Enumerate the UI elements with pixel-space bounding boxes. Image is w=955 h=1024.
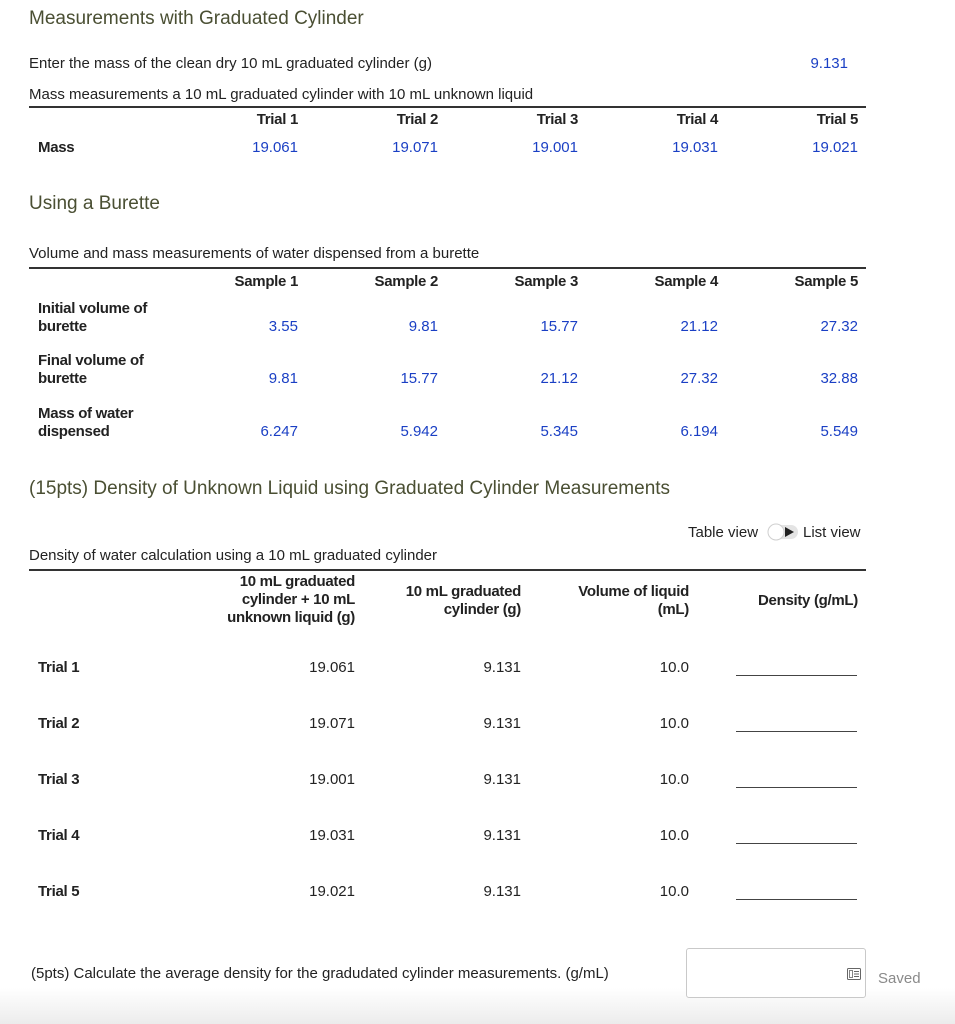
mass-header-trial-1: Trial 1 [256, 111, 298, 128]
density-cylinder-mass: 9.131 [483, 883, 521, 900]
density-answer-blank[interactable] [736, 787, 857, 788]
toggle-switch-icon [767, 523, 799, 541]
density-cylinder-mass: 9.131 [483, 659, 521, 676]
density-volume: 10.0 [659, 883, 689, 900]
density-answer-blank[interactable] [736, 675, 857, 676]
burette-value[interactable]: 5.549 [820, 423, 858, 440]
burette-row-label-line: burette [38, 318, 87, 335]
mass-value-trial-4[interactable]: 19.031 [672, 139, 718, 156]
burette-value[interactable]: 6.194 [680, 423, 718, 440]
density-total-mass: 19.031 [309, 827, 355, 844]
density-answer-blank[interactable] [736, 731, 857, 732]
density-volume: 10.0 [659, 827, 689, 844]
mass-table-rule [29, 106, 866, 108]
burette-row-label-final [38, 352, 144, 388]
density-table-rule [29, 569, 866, 571]
section-title-graduated-cylinder: Measurements with Graduated Cylinder [29, 8, 364, 29]
density-header-line: 10 mL graduated [239, 573, 355, 590]
mass-header-trial-5: Trial 5 [816, 111, 858, 128]
burette-row-label-initial [38, 300, 147, 336]
density-answer-blank[interactable] [736, 843, 857, 844]
burette-value[interactable]: 3.55 [268, 318, 298, 335]
burette-value[interactable]: 6.247 [260, 423, 298, 440]
burette-row-label-line: dispensed [38, 423, 110, 440]
clean-mass-value[interactable]: 9.131 [810, 55, 848, 72]
density-table-caption: Density of water calculation using a 10 mL graduated cylinder [29, 547, 438, 564]
mass-row-label: Mass [38, 139, 75, 156]
burette-value[interactable]: 21.12 [680, 318, 718, 335]
burette-header-sample-5: Sample 5 [794, 273, 858, 290]
density-header-line: cylinder + 10 mL [241, 591, 355, 608]
density-header-cylinder-mass [380, 583, 521, 619]
mass-value-trial-1[interactable]: 19.061 [252, 139, 298, 156]
density-cylinder-mass: 9.131 [483, 827, 521, 844]
density-header-line: (mL) [657, 601, 689, 618]
table-view-label: Table view [688, 524, 759, 541]
average-density-input[interactable] [686, 948, 866, 998]
burette-value[interactable]: 21.12 [540, 370, 578, 387]
burette-table-rule [29, 267, 866, 269]
density-row-label: Trial 5 [38, 883, 80, 900]
burette-value[interactable]: 27.32 [820, 318, 858, 335]
burette-value[interactable]: 5.345 [540, 423, 578, 440]
burette-header-sample-1: Sample 1 [234, 273, 298, 290]
burette-value[interactable]: 32.88 [820, 370, 858, 387]
density-header-line: unknown liquid (g) [227, 609, 355, 626]
burette-table-caption: Volume and mass measurements of water dispensed from a burette [29, 245, 480, 262]
view-toggle-switch[interactable] [767, 523, 799, 541]
burette-value[interactable]: 15.77 [540, 318, 578, 335]
density-row-label: Trial 4 [38, 827, 80, 844]
section-title-density: (15pts) Density of Unknown Liquid using Graduated Cylinder Measurements [29, 478, 671, 499]
burette-value[interactable]: 27.32 [680, 370, 718, 387]
list-view-label[interactable]: List view [803, 524, 861, 541]
density-row-label: Trial 1 [38, 659, 80, 676]
density-header-density: Density (g/mL) [758, 592, 858, 609]
saved-status: Saved [878, 970, 921, 987]
mass-value-trial-5[interactable]: 19.021 [812, 139, 858, 156]
burette-row-label-mass [38, 405, 133, 441]
section-title-burette: Using a Burette [29, 193, 160, 214]
density-header-line: cylinder (g) [443, 601, 521, 618]
density-total-mass: 19.021 [309, 883, 355, 900]
density-answer-blank[interactable] [736, 899, 857, 900]
density-volume: 10.0 [659, 659, 689, 676]
mass-header-trial-3: Trial 3 [536, 111, 578, 128]
mass-table-caption: Mass measurements a 10 mL graduated cylinder with 10 mL unknown liquid [29, 86, 534, 103]
burette-row-label-line: Final volume of [38, 352, 144, 369]
density-cylinder-mass: 9.131 [483, 715, 521, 732]
density-volume: 10.0 [659, 715, 689, 732]
burette-header-sample-2: Sample 2 [374, 273, 438, 290]
density-header-line: Volume of liquid [578, 583, 689, 600]
burette-value[interactable]: 15.77 [400, 370, 438, 387]
burette-header-sample-3: Sample 3 [514, 273, 578, 290]
mass-header-trial-2: Trial 2 [396, 111, 438, 128]
burette-header-sample-4: Sample 4 [654, 273, 718, 290]
density-total-mass: 19.061 [309, 659, 355, 676]
clean-mass-label: Enter the mass of the clean dry 10 mL graduated cylinder (g) [29, 55, 432, 72]
average-density-question: (5pts) Calculate the average density for the gradudated cylinder measurements. (g/mL) [31, 965, 609, 982]
burette-value[interactable]: 9.81 [408, 318, 438, 335]
density-volume: 10.0 [659, 771, 689, 788]
mass-value-trial-3[interactable]: 19.001 [532, 139, 578, 156]
keypad-icon[interactable] [847, 967, 861, 985]
density-row-label: Trial 3 [38, 771, 80, 788]
burette-row-label-line: burette [38, 370, 87, 387]
density-total-mass: 19.071 [309, 715, 355, 732]
density-row-label: Trial 2 [38, 715, 80, 732]
mass-header-trial-4: Trial 4 [676, 111, 718, 128]
burette-row-label-line: Mass of water [38, 405, 134, 422]
burette-value[interactable]: 9.81 [268, 370, 298, 387]
density-total-mass: 19.001 [309, 771, 355, 788]
burette-row-label-line: Initial volume of [38, 300, 148, 317]
burette-value[interactable]: 5.942 [400, 423, 438, 440]
density-header-volume [548, 583, 689, 619]
density-cylinder-mass: 9.131 [483, 771, 521, 788]
density-header-total-mass [190, 573, 355, 627]
density-header-line: 10 mL graduated [405, 583, 521, 600]
mass-value-trial-2[interactable]: 19.071 [392, 139, 438, 156]
